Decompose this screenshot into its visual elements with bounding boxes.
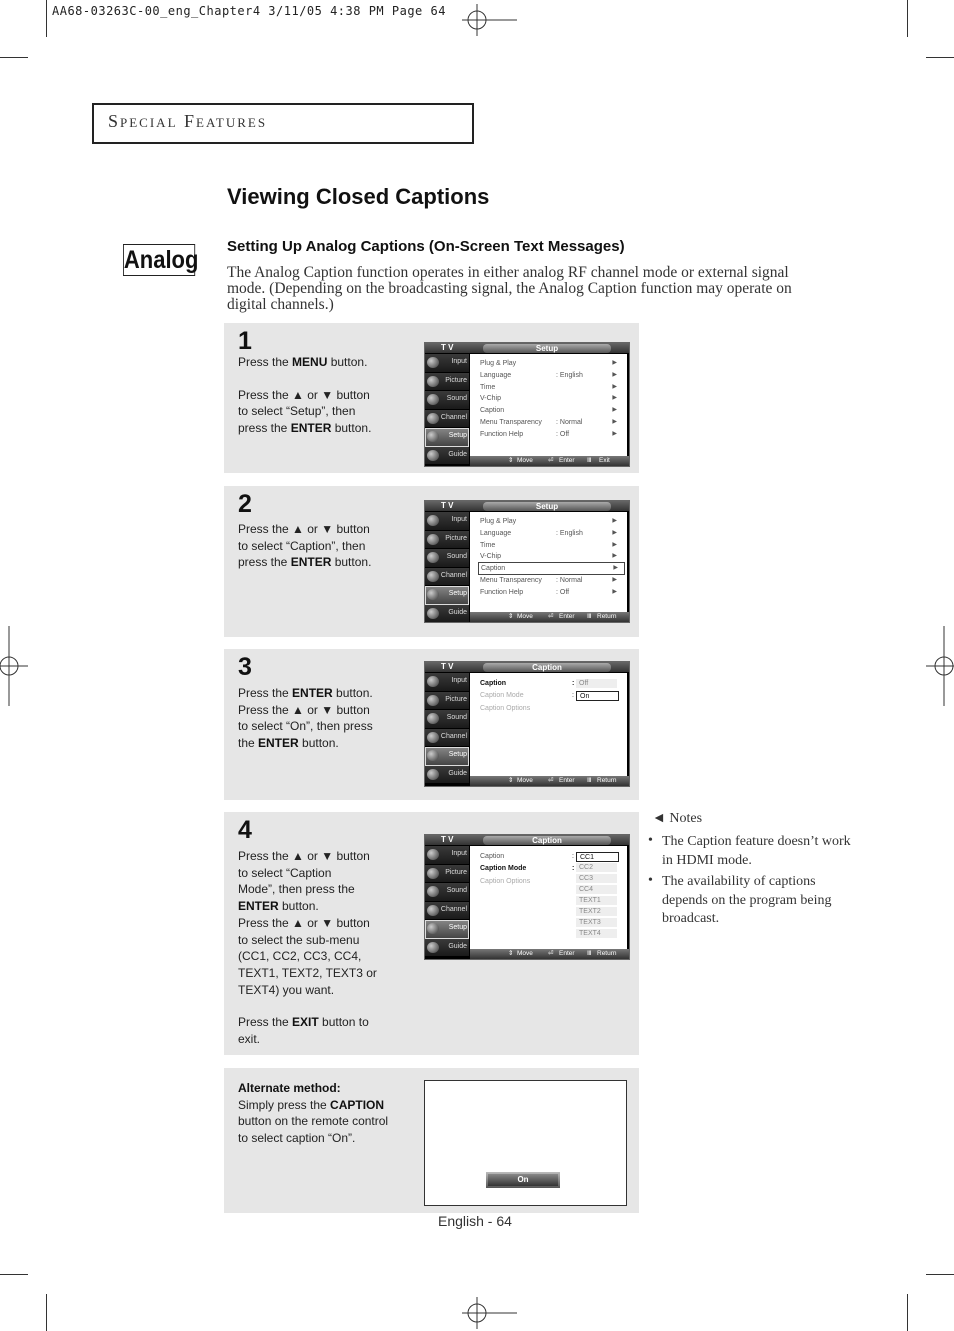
menu-row[interactable]: Caption ▶ xyxy=(480,407,617,414)
menu-row[interactable]: Language : English ▶ xyxy=(480,530,617,537)
note-item: The availability of captions depends on the program being broadcast. xyxy=(662,874,832,926)
menu-title: Caption xyxy=(483,836,611,845)
menu-content xyxy=(470,512,627,612)
crop-mark xyxy=(46,1294,47,1331)
menu-icon: Ⅲ xyxy=(587,613,592,620)
sidebar-item-picture[interactable]: Picture xyxy=(425,531,469,550)
option-cc1-selected[interactable]: CC1 xyxy=(576,852,619,862)
bullet-icon: • xyxy=(648,873,653,888)
tv-screen: T V Caption Input Picture Sound Channel Setup Guide Caption : Caption Mode : Caption Options Off On ⇕ Move ⏎ Enter Ⅲ Return xyxy=(424,661,630,787)
intro-paragraph: The Analog Caption function operates in either analog RF channel mode or external signal mode. (Depending on the broadcasting signal, the Analog Caption function may operate on digital channels.) xyxy=(227,264,792,313)
sidebar-item-input[interactable]: Input xyxy=(425,512,469,531)
guide-icon xyxy=(427,769,439,780)
sidebar-item-input[interactable]: Input xyxy=(425,354,469,373)
step-number: 4 xyxy=(238,816,252,844)
option-cc2[interactable]: CC2 xyxy=(576,863,617,872)
osd-frame xyxy=(486,1172,560,1188)
input-icon xyxy=(427,849,439,860)
menu-title: Setup xyxy=(483,502,611,511)
menu-row-caption-options[interactable]: Caption Options xyxy=(480,878,531,885)
registration-mark-icon xyxy=(462,1297,518,1329)
menu-row[interactable]: V-Chip ▶ xyxy=(480,553,617,560)
sidebar-item-guide[interactable]: Guide xyxy=(425,939,469,958)
menu-row-caption-mode[interactable]: Caption Mode : xyxy=(480,865,575,872)
setup-icon xyxy=(427,750,439,761)
menu-sidebar xyxy=(425,354,469,465)
enter-icon: ⏎ xyxy=(548,613,554,620)
picture-icon xyxy=(427,534,439,545)
channel-icon xyxy=(427,905,439,916)
menu-row-caption-options[interactable]: Caption Options xyxy=(480,705,531,712)
move-icon: ⇕ xyxy=(508,613,514,620)
print-slug: AA68-03263C-00_eng_Chapter4 3/11/05 4:38 PM Page 64 xyxy=(52,4,446,18)
tv-screen: T V Setup Input Picture Sound Channel Setup Guide Plug & Play ▶ Language : English ▶ Time ▶ V-Chip ▶ Caption ▶ Menu Transparency : Normal ▶ Function Help : Off ▶ ⇕ Move ⏎ Enter Ⅲ Exit xyxy=(424,342,630,467)
step-instructions: Press the MENU button. Press the ▲ or ▼ button to select “Setup”, then press the ENTER button. xyxy=(238,355,372,436)
sidebar-item-setup[interactable]: Setup xyxy=(425,920,469,939)
crop-mark xyxy=(926,57,954,58)
menu-row-caption-selected[interactable]: Caption ▶ xyxy=(478,562,625,575)
menu-row[interactable]: Menu Transparency : Normal ▶ xyxy=(480,577,617,584)
option-text3[interactable]: TEXT3 xyxy=(576,918,617,927)
menu-title: Setup xyxy=(483,344,611,353)
step-instructions: Press the ▲ or ▼ button to select “Caption”, then press the ENTER button. xyxy=(238,522,372,570)
setup-icon xyxy=(427,923,439,934)
input-icon xyxy=(427,676,439,687)
guide-icon xyxy=(427,608,439,619)
menu-help-bar: ⇕ Move ⏎ Enter Ⅲ Exit xyxy=(470,456,629,466)
section-header: Special Features xyxy=(108,111,268,131)
menu-row-caption[interactable]: Caption : xyxy=(480,680,575,687)
menu-row[interactable]: Function Help : Off ▶ xyxy=(480,431,617,438)
option-cc4[interactable]: CC4 xyxy=(576,885,617,894)
sidebar-item-sound[interactable]: Sound xyxy=(425,391,469,410)
menu-row-caption[interactable]: Caption : xyxy=(480,853,574,860)
setup-icon xyxy=(427,589,439,600)
crop-mark xyxy=(0,57,28,58)
option-off[interactable]: Off xyxy=(576,679,617,688)
move-icon: ⇕ xyxy=(508,457,514,464)
menu-content xyxy=(470,673,627,776)
sidebar-item-sound[interactable]: Sound xyxy=(425,549,469,568)
picture-icon xyxy=(427,695,439,706)
channel-icon xyxy=(427,571,439,582)
sidebar-item-setup[interactable]: Setup xyxy=(425,747,469,766)
notes-title: ◄ Notes xyxy=(652,811,703,826)
menu-row-caption-mode[interactable]: Caption Mode : xyxy=(480,692,574,699)
sidebar-item-input[interactable]: Input xyxy=(425,846,469,865)
guide-icon xyxy=(427,450,439,461)
enter-icon: ⏎ xyxy=(548,777,554,784)
channel-icon xyxy=(427,732,439,743)
crop-mark xyxy=(926,1274,954,1275)
menu-row[interactable]: Language : English ▶ xyxy=(480,372,617,379)
input-icon xyxy=(427,357,439,368)
sidebar-item-sound[interactable]: Sound xyxy=(425,883,469,902)
section-subtitle: Setting Up Analog Captions (On-Screen Text Messages) xyxy=(227,238,625,255)
menu-row[interactable]: Menu Transparency : Normal ▶ xyxy=(480,419,617,426)
menu-help-bar: ⇕ Move ⏎ Enter Ⅲ Return xyxy=(470,776,629,786)
guide-icon xyxy=(427,942,439,953)
step-instructions: Press the ENTER button. Press the ▲ or ▼ button to select “On”, then press the ENTER button. xyxy=(238,686,373,751)
registration-mark-icon xyxy=(462,4,518,36)
step-panel-3 xyxy=(224,649,639,800)
step-number: 1 xyxy=(238,327,252,355)
sidebar-item-input[interactable]: Input xyxy=(425,673,469,692)
menu-title: Caption xyxy=(483,663,611,672)
step-number: 2 xyxy=(238,490,252,518)
menu-row[interactable]: Time ▶ xyxy=(480,384,617,391)
menu-row[interactable]: Plug & Play ▶ xyxy=(480,518,617,525)
page-number: English - 64 xyxy=(438,1213,512,1229)
move-icon: ⇕ xyxy=(508,777,514,784)
step-panel-4 xyxy=(224,812,639,1055)
analog-badge: Analog xyxy=(123,246,199,274)
menu-sidebar xyxy=(425,673,469,784)
sidebar-item-guide[interactable]: Guide xyxy=(425,447,469,466)
sidebar-item-channel[interactable]: Channel xyxy=(425,729,469,748)
option-text4[interactable]: TEXT4 xyxy=(576,929,617,938)
menu-row[interactable]: Function Help : Off ▶ xyxy=(480,589,617,596)
input-icon xyxy=(427,515,439,526)
alternate-instructions: Alternate method: Simply press the CAPTION button on the remote control to select caption “On”. xyxy=(238,1081,389,1146)
enter-icon: ⏎ xyxy=(548,950,554,957)
sidebar-item-picture[interactable]: Picture xyxy=(425,692,469,711)
registration-mark-icon xyxy=(0,626,30,706)
menu-sidebar xyxy=(425,846,469,957)
sidebar-item-channel[interactable]: Channel xyxy=(425,568,469,587)
menu-icon: Ⅲ xyxy=(587,457,592,464)
menu-content xyxy=(470,846,627,949)
option-on-selected[interactable]: On xyxy=(576,691,619,701)
step-instructions: Press the ▲ or ▼ button to select “Caption Mode”, then press the ENTER button. Press the ▲ or ▼ button to select the sub-menu (CC1, CC2, CC3, CC4, TEXT1, TEXT2, TEXT3 or TEXT4) you want. Press the EXIT button to exit. xyxy=(238,849,377,1047)
sidebar-item-channel[interactable]: Channel xyxy=(425,410,469,429)
crop-mark xyxy=(907,0,908,37)
tv-screen: T V Caption Input Picture Sound Channel Setup Guide Caption : Caption Mode : Caption Options CC1 CC2 CC3 CC4 TEXT1 TEXT2 TEXT3 TEXT4 ⇕ Move ⏎ Enter Ⅲ Return xyxy=(424,834,630,960)
setup-icon xyxy=(427,431,439,442)
sidebar-item-channel[interactable]: Channel xyxy=(425,902,469,921)
menu-sidebar xyxy=(425,512,469,623)
crop-mark xyxy=(0,1274,28,1275)
option-cc3[interactable]: CC3 xyxy=(576,874,617,883)
alternate-method-panel xyxy=(224,1068,639,1213)
sound-icon xyxy=(427,552,439,563)
enter-icon: ⏎ xyxy=(548,457,554,464)
menu-icon: Ⅲ xyxy=(587,950,592,957)
crop-mark xyxy=(907,1294,908,1331)
note-item: The Caption feature doesn’t work in HDMI mode. xyxy=(662,834,851,868)
sidebar-item-guide[interactable]: Guide xyxy=(425,605,469,624)
option-text2[interactable]: TEXT2 xyxy=(576,907,617,916)
registration-mark-icon xyxy=(924,626,954,706)
menu-row[interactable]: Plug & Play ▶ xyxy=(480,360,617,367)
step-number: 3 xyxy=(238,653,252,681)
crop-mark xyxy=(46,0,47,37)
sound-icon xyxy=(427,394,439,405)
picture-icon xyxy=(427,868,439,879)
tv-screen: T V Setup Input Picture Sound Channel Setup Guide Plug & Play ▶ Language : English ▶ Time ▶ V-Chip ▶ Caption ▶ Menu Transparency : Normal ▶ Function Help : Off ▶ ⇕ Move ⏎ Enter Ⅲ Return xyxy=(424,500,630,623)
sidebar-item-setup[interactable]: Setup xyxy=(425,428,469,447)
menu-help-bar: ⇕ Move ⏎ Enter Ⅲ Return xyxy=(470,949,629,959)
step-panel-1 xyxy=(224,323,639,473)
sidebar-item-sound[interactable]: Sound xyxy=(425,710,469,729)
move-icon: ⇕ xyxy=(508,950,514,957)
sidebar-item-guide[interactable]: Guide xyxy=(425,766,469,785)
menu-icon: Ⅲ xyxy=(587,777,592,784)
bullet-icon: • xyxy=(648,833,653,848)
menu-content xyxy=(470,354,627,456)
sound-icon xyxy=(427,713,439,724)
channel-icon xyxy=(427,413,439,424)
step-panel-2 xyxy=(224,486,639,637)
page-title: Viewing Closed Captions xyxy=(227,184,490,209)
picture-icon xyxy=(427,376,439,387)
menu-row[interactable]: Time ▶ xyxy=(480,542,617,549)
caption-on-osd: On xyxy=(488,1174,558,1186)
sidebar-item-picture[interactable]: Picture xyxy=(425,373,469,392)
sidebar-item-picture[interactable]: Picture xyxy=(425,865,469,884)
sidebar-item-setup[interactable]: Setup xyxy=(425,586,469,605)
sound-icon xyxy=(427,886,439,897)
tv-screen-blank xyxy=(424,1080,627,1206)
menu-help-bar: ⇕ Move ⏎ Enter Ⅲ Return xyxy=(470,612,629,622)
menu-row[interactable]: V-Chip ▶ xyxy=(480,395,617,402)
option-text1[interactable]: TEXT1 xyxy=(576,896,617,905)
